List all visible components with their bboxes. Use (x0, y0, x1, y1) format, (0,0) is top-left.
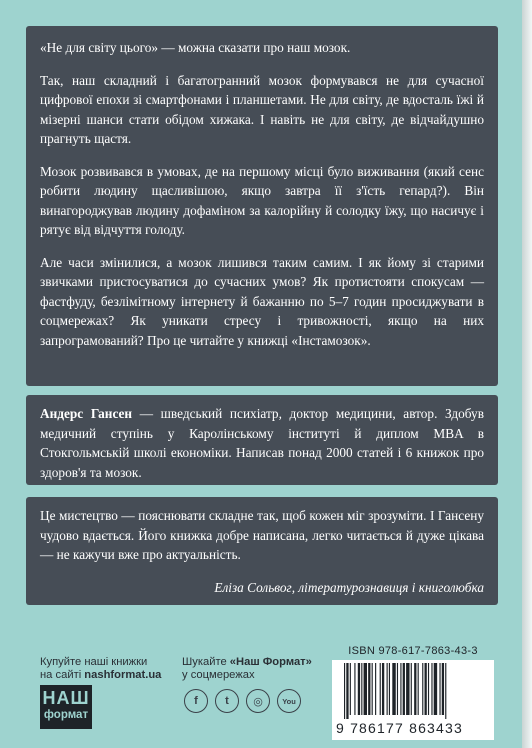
barcode-bar (434, 663, 437, 715)
social-brand: «Наш Формат» (229, 656, 312, 668)
buy-line-2 (40, 669, 161, 682)
isbn-label: ISBN 978-617-7863-43-3 (348, 645, 478, 657)
barcode-bar (375, 663, 376, 715)
youtube-icon[interactable]: You (277, 689, 301, 713)
website-link[interactable]: nashformat.ua (84, 669, 162, 681)
barcode-bar (350, 663, 351, 715)
logo-line-1: НАШ (42, 688, 90, 708)
barcode-bar (400, 663, 401, 715)
review-signature: Еліза Сольвог, літературознавиця і книголюбка (214, 579, 484, 595)
social-info (182, 656, 312, 682)
review-box (26, 497, 498, 605)
author-bio-paragraph (40, 404, 484, 482)
barcode-bar (346, 663, 348, 719)
barcode-bar (358, 663, 360, 715)
publisher-logo (40, 685, 92, 729)
author-bio: — шведський психіатр, доктор медицини, автор. Здобув медичний ступінь у Каролінському інституті й диплом MBA в Стокгольмській школі економіки. Написав понад 2000 статей і 6 книжок про здоров'я та мозок. (40, 406, 484, 480)
barcode-bar (418, 663, 419, 715)
barcode-bar (445, 663, 446, 719)
page-edge (522, 0, 532, 748)
barcode-bar (439, 663, 440, 715)
barcode-bar (442, 663, 444, 715)
review-text: Це мистецтво — пояснювати складне так, щоб кожен міг зрозуміти. І Гансену чудово вдається. Його книжка добре написана, легко читається й дуже цікава — не кажучи вже про актуальність. (40, 508, 484, 562)
blurb-paragraph-3: Мозок розвивався в умовах, де на першому місці було виживання (який сенс робити людину щасливішою, якщо завтра її з'їсть гепард?). Він винагороджував людину дофаміном за калорійну й солодку їжу, що насичує і рятує від відчуття голоду. (40, 163, 484, 237)
barcode-digits: 9 786177 863433 (336, 720, 463, 736)
blurb-paragraph-2: Так, наш складний і багатогранний мозок формувався не для сучасної цифрової епохи зі смартфонами і планшетами. Не для світу, де вдосталь їжі й мізерні шанси стати обідом хижака. І навіть не для світу, де відчайдушно прагнуть щастя. (40, 72, 484, 146)
barcode-bar (368, 663, 370, 715)
barcode-bar (414, 663, 416, 715)
social-line-1 (182, 656, 312, 669)
footer (0, 612, 522, 748)
barcode-bar (354, 663, 355, 715)
social-line-2: у соцмережах (182, 669, 255, 681)
social-icons (184, 689, 301, 713)
barcode-bar (380, 663, 381, 715)
barcode-bar (422, 663, 423, 715)
barcode-bar (387, 663, 388, 715)
blurb-paragraph-1: «Не для світу цього» — можна сказати про наш мозок. (40, 40, 351, 55)
barcode-bar (411, 663, 412, 715)
barcode-bar (397, 663, 398, 715)
instagram-icon[interactable]: ◎ (246, 689, 270, 713)
barcode-bar (425, 663, 427, 715)
facebook-icon[interactable]: f (184, 689, 208, 713)
barcode-bar (361, 663, 362, 715)
barcode-bar (344, 663, 345, 719)
blurb-box (26, 26, 498, 386)
buy-info (40, 656, 161, 682)
barcode-bar (372, 663, 373, 715)
barcode-bar (431, 663, 432, 715)
author-name: Андерс Гансен (40, 406, 133, 421)
buy-line-2-prefix: на сайті (40, 669, 85, 681)
logo-line-2: формат (43, 709, 89, 721)
blurb-paragraph-4: Але часи змінилися, а мозок лишився таким самим. І як йому зі старими звичками пристосуватися до сучасних умов? Як протистояти спокусам — фастфуду, безлімітному інтернету й бажанню по 5–7 годин просиджувати в соцмережах? Як уникати стресу і тривожності, якщо на них запрограмований? Про це читайте у книжці «Інстамозок». (40, 254, 484, 348)
twitter-icon[interactable]: t (215, 689, 239, 713)
barcode-bar (382, 663, 384, 715)
author-box (26, 395, 498, 485)
barcode-bar (364, 663, 367, 715)
barcode-bar (392, 663, 395, 715)
barcode-bars (340, 663, 486, 719)
buy-line-1: Купуйте наші книжки (40, 656, 148, 668)
barcode-bar (389, 663, 390, 715)
barcode (332, 660, 494, 740)
barcode-bar (403, 663, 405, 715)
barcode-bar (428, 663, 429, 715)
barcode-bar (406, 663, 409, 715)
social-prefix: Шукайте (182, 656, 230, 668)
